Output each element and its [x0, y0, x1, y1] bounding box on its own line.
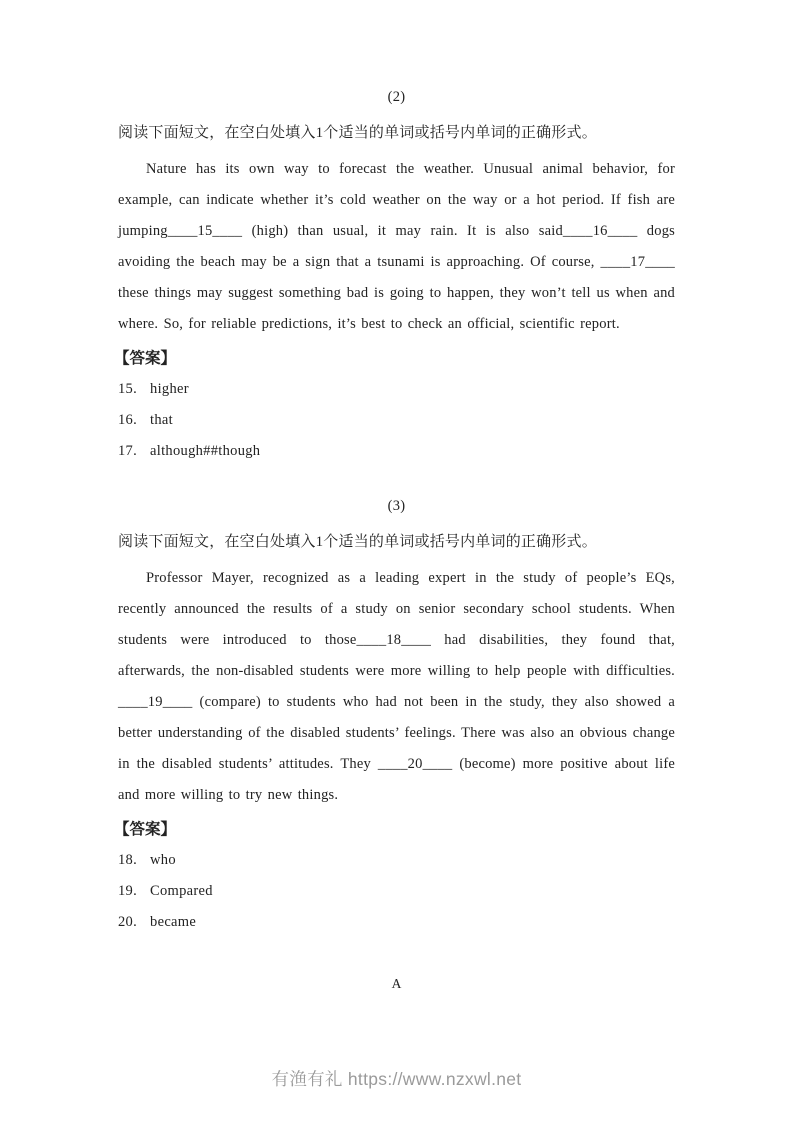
- answer-value: higher: [150, 381, 189, 397]
- section-2-answer-label: 【答案】: [114, 350, 177, 367]
- answer-number: 18.: [118, 852, 138, 868]
- part-a-marker: A: [391, 976, 402, 991]
- section-2-instruction: 阅读下面短文，在空白处填入1个适当的单词或括号内单词的正确形式。: [118, 125, 597, 141]
- page-content: [114, 82, 675, 999]
- answer-number: 16.: [118, 412, 138, 428]
- answer-item-20: [118, 907, 675, 938]
- answer-item-19: [118, 876, 675, 907]
- section-3-heading: (3): [387, 498, 406, 514]
- section-2: [114, 82, 675, 467]
- answer-value: that: [150, 412, 173, 428]
- answer-number: 15.: [118, 381, 138, 397]
- section-3-instruction: 阅读下面短文，在空白处填入1个适当的单词或括号内单词的正确形式。: [118, 534, 597, 550]
- answer-value: became: [150, 914, 197, 930]
- answer-item-18: [118, 845, 675, 876]
- answer-number: 19.: [118, 883, 138, 899]
- footer-watermark: 有渔有礼 https://www.nzxwl.net: [271, 1069, 522, 1089]
- answer-item-15: [118, 374, 675, 405]
- answer-number: 17.: [118, 443, 138, 459]
- answer-value: Compared: [150, 883, 213, 899]
- answer-value: although##though: [150, 443, 261, 459]
- section-3-passage: Professor Mayer, recognized as a leading expert in the study of people’s EQs, recently announced the results of a study on senior secondary school students. When students were introduced to those____18____ had disabilities, they found that, afterwards, the non-disabled students were more willing to help people with difficulties. ____19____ (compare) to students who had not been in the study, they also showed a better understanding of the disabled students’ feelings. There was also an obvious change in the disabled students’ attitudes. They ____20____ (become) more positive about life and more willing to try new things.: [118, 570, 675, 803]
- section-3: [114, 491, 675, 938]
- answer-value: who: [150, 852, 176, 868]
- answer-item-17: [118, 436, 675, 467]
- section-2-heading: (2): [387, 89, 406, 105]
- answer-number: 20.: [118, 914, 138, 930]
- answer-item-16: [118, 405, 675, 436]
- section-3-answer-label: 【答案】: [114, 821, 177, 838]
- section-2-passage: Nature has its own way to forecast the weather. Unusual animal behavior, for example, can indicate whether it’s cold weather on the way or a hot period. If fish are jumping____15____ (high) than usual, it may rain. It is also said____16____ dogs avoiding the beach may be a sign that a tsunami is approaching. Of course, ____17____ these things may suggest something bad is going to happen, they won’t tell us when and where. So, for reliable predictions, it’s best to check an official, scientific report.: [118, 161, 675, 332]
